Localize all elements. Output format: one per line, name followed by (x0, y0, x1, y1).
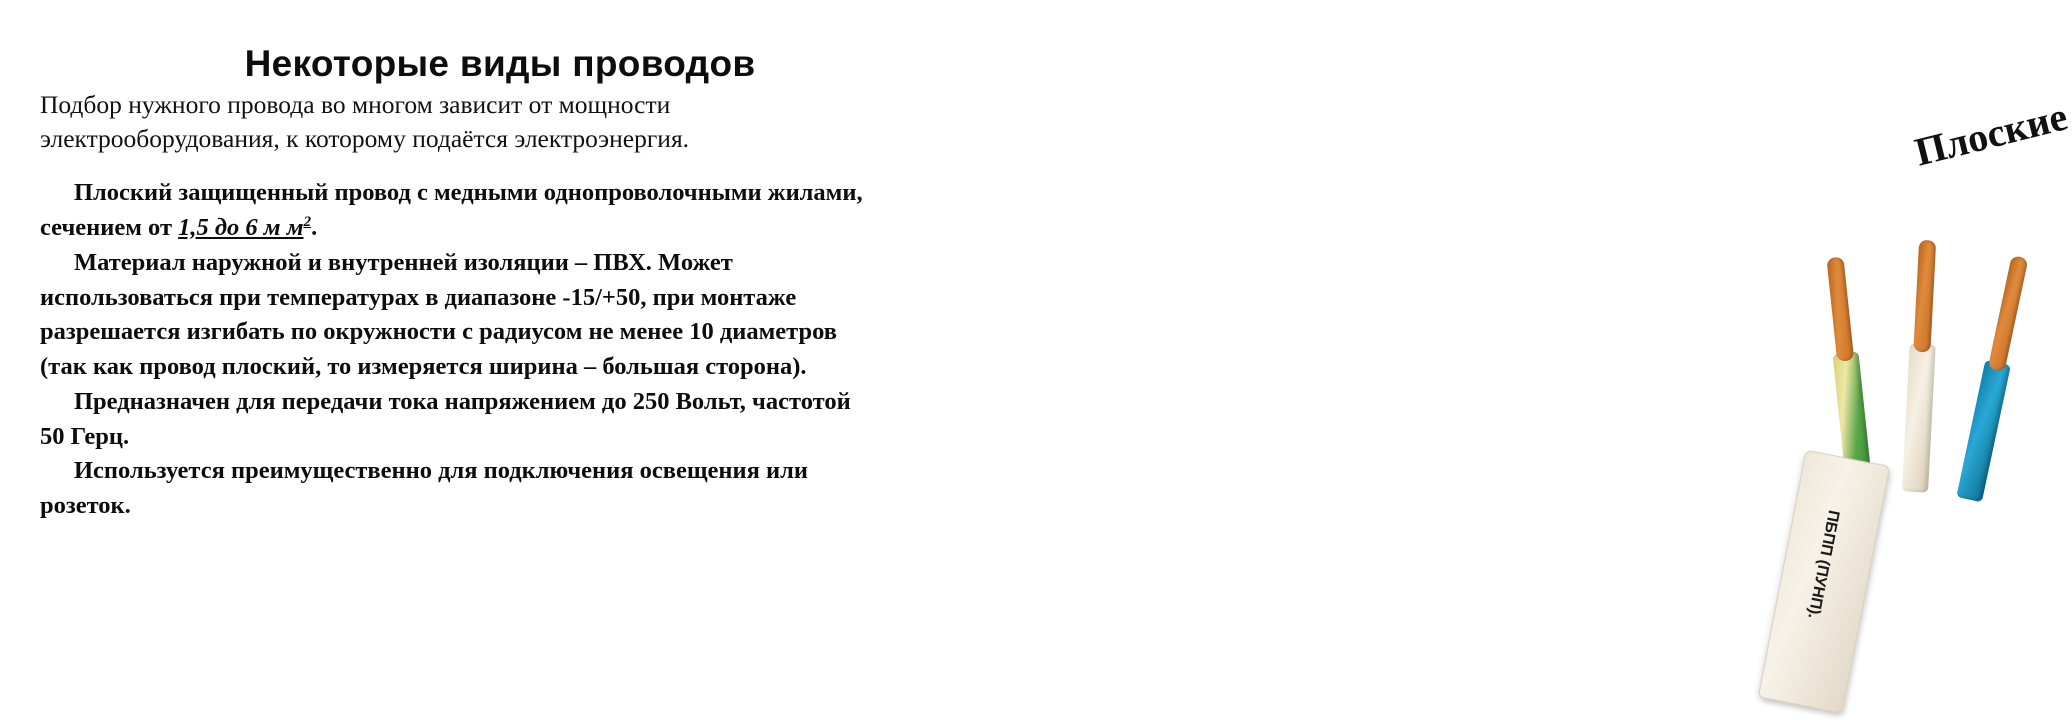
white-insulation (1902, 343, 1936, 492)
blue-insulation (1956, 360, 2011, 502)
cable-photo (900, 60, 2072, 700)
copper-core (1826, 257, 1854, 362)
intro-paragraph: Подбор нужного провода во многом зависит от мощности электрооборудования, к которому подаётся электроэнергия. (40, 90, 690, 154)
section-range-emphasis: 1,5 до 6 м м (178, 213, 304, 241)
paragraph-1 (40, 176, 870, 246)
callout-label: Плоские (1910, 93, 2072, 175)
paragraph-4 (40, 454, 870, 524)
blue-conductor (1956, 258, 2036, 503)
paragraph-3 (40, 385, 870, 455)
white-conductor (1902, 242, 1945, 493)
yellow-green-conductor (1822, 256, 1875, 484)
copper-core (1913, 240, 1936, 353)
page-title: Некоторые виды проводов (244, 42, 756, 84)
paragraph-4-text: Используется преимущественно для подключения освещения или розеток. (40, 457, 809, 520)
copper-core (1988, 255, 2029, 372)
paragraph-2 (40, 246, 870, 385)
cable-marking-label: ПБПП (ПУНП). (1804, 508, 1842, 621)
body-text (40, 176, 870, 524)
paragraph-1-tail: . (311, 213, 318, 241)
paragraph-3-text: Предназначен для передачи тока напряжением до 250 Вольт, частотой 50 Герц. (40, 387, 851, 450)
section-range-superscript: 2 (303, 212, 312, 230)
paragraph-2-text: Материал наружной и внутренней изоляции – ПВХ. Может использоваться при температурах в диапазоне -15/+50, при монтаже разрешается изгибать по окружности с радиусом не менее 10 диаметров (так как провод плоский, то измеряется ширина – большая сторона). (40, 248, 837, 381)
paragraph-1-lead: Плоский защищенный провод с медными однопроволочными жилами, сечением от (40, 179, 863, 241)
